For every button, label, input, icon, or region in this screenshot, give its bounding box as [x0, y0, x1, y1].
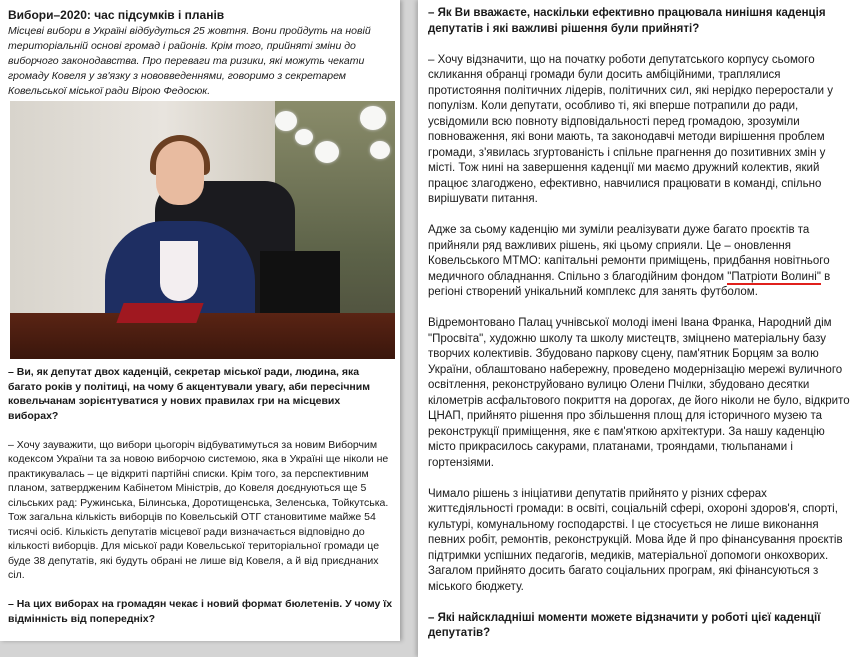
question-1: – Ви, як депутат двох каденцій, секретар міської ради, людина, яка багато років у політиці, на чому б акцентували увагу, аби пересічним ковельчанам зорієнтуватися у нових правилах гри на місцевих виборах? [8, 366, 370, 422]
article-lead: Місцеві вибори в Україні відбудуться 25 жовтня. Вони пройдуть на новій територіальній основі громад і районів. Крім того, прийняті зміни до виборчого законодавства. Про переваги та ризики, які можуть чекати громаду Ковеля у зв'язку з нововведеннями, говоримо з секретарем Ковельської міської ради Вірою Федосюк. [8, 25, 371, 97]
text: Адже за сьому каденцію ми зуміли реалізувати дуже багато проєктів та прийняли ряд важливих рішень, які цьому сприяли. Це – оновлення Ковельського МТМО: капітальні ремонти приміщень, придбання новітнього медичного обладнання. Спільно з благодійним фондом [428, 224, 830, 283]
question-2: – На цих виборах на громадян чекає і новий формат бюлетенів. У чому їх відмінність від попередніх? [8, 598, 393, 625]
answer-3-p4: Чимало рішень з ініціативи депутатів прийнято у різних сферах життєдіяльності громади: в освіті, соціальній сфері, охороні здоров'я, спорті, культурі, комунальному господарстві. І це стосується не лише виконання певних робіт, ремонтів, реконструкцій. Мова йде й про фінансування проєктів підтримки успішних педагогів, медиків, матеріальної допомоги онкохворих. Загалом прийнято досить багато соціальних програм, які фінансуються з міського бюджету. [428, 487, 843, 593]
answer-1: – Хочу зауважити, що вибори цьогоріч відбуватимуться за новим Виборчим кодексом України та за новою виборчою системою, яка в Україні ще ніколи не практикувалась – це відкриті партійні списки. Крім того, за перспективним планом, затвердженим Кабінетом Міністрів, до Ковеля доєднуються ще 5 сільських рад: Ружинська, Білинська, Доротищенська, Зеленська, Тойкутська. Тож загальна кількість виборців по Ковельській ОТГ становитиме майже 54 тисячі осіб. Кількість депутатів місцевої ради визначається відповідно до кількості виборців. Для міської ради Ковельської територіальної громади це буде 38 депутатів, які будуть обрані не лише від Ковеля, а й від приєднаних сіл. [8, 438, 389, 581]
answer-3-p2 [428, 223, 852, 301]
question-3: – Як Ви вважаєте, наскільки ефективно працювала нинішня каденція депутатів і які важливі рішення були прийняті? [428, 7, 826, 35]
right-page [418, 0, 861, 657]
text: в регіоні створений унікальний комплекс для занять футболом. [428, 270, 831, 298]
article-title: Вибори–2020: час підсумків і планів [8, 8, 225, 22]
left-page [0, 0, 400, 641]
fund-link[interactable]: "Патріоти Волині" [727, 270, 821, 283]
question-4: – Які найскладніші моменти можете відзначити у роботі цієї каденції депутатів? [428, 611, 821, 639]
portrait-photo [10, 101, 395, 359]
answer-3-p1: – Хочу відзначити, що на початку роботи депутатського корпусу сьомого скликання обранці громади були досить амбіційними, траплялися протистояння політичних лідерів, політичних сил, які нерідко переростали у популізм. Коли депутати, особливо ті, які вперше потрапили до ради, усвідомили всю повноту відповідальності перед громадою, зрозуміли повноваження, які вони мають, та законодавчі методи вирішення проблем громади, з'явилась згуртованість і спільне прагнення до позитивних змін у місті. Тож нині на завершення каденції ми маємо дружний колектив, який працює злагоджено, ефективно, навчилися працювати в команді, спільно вирішувати питання. [428, 53, 833, 205]
answer-3-p3: Відремонтовано Палац учнівської молоді імені Івана Франка, Народний дім "Просвіта", художню школу та школу мистецтв, зміцнено матеріальну базу творчих колективів. Збудовано паркову сцену, пам'ятник Борцям за волю України, облаштовано набережну, проведено модернізацію мережі вуличного освітлення, реконструйовано вулицю Олени Пчілки, збудовано десятки кілометрів асфальтового покриття на дорогах, де його ніколи не було, відкрито ЦНАП, прийнято рішення про збільшення площ для історичного музею та реконструкції приміщення, яке є пам'яткою архітектури. За нашу каденцію місто прикрасилось сакурами, платанами, трояндами, тюльпанами і гортензіями. [428, 317, 850, 469]
